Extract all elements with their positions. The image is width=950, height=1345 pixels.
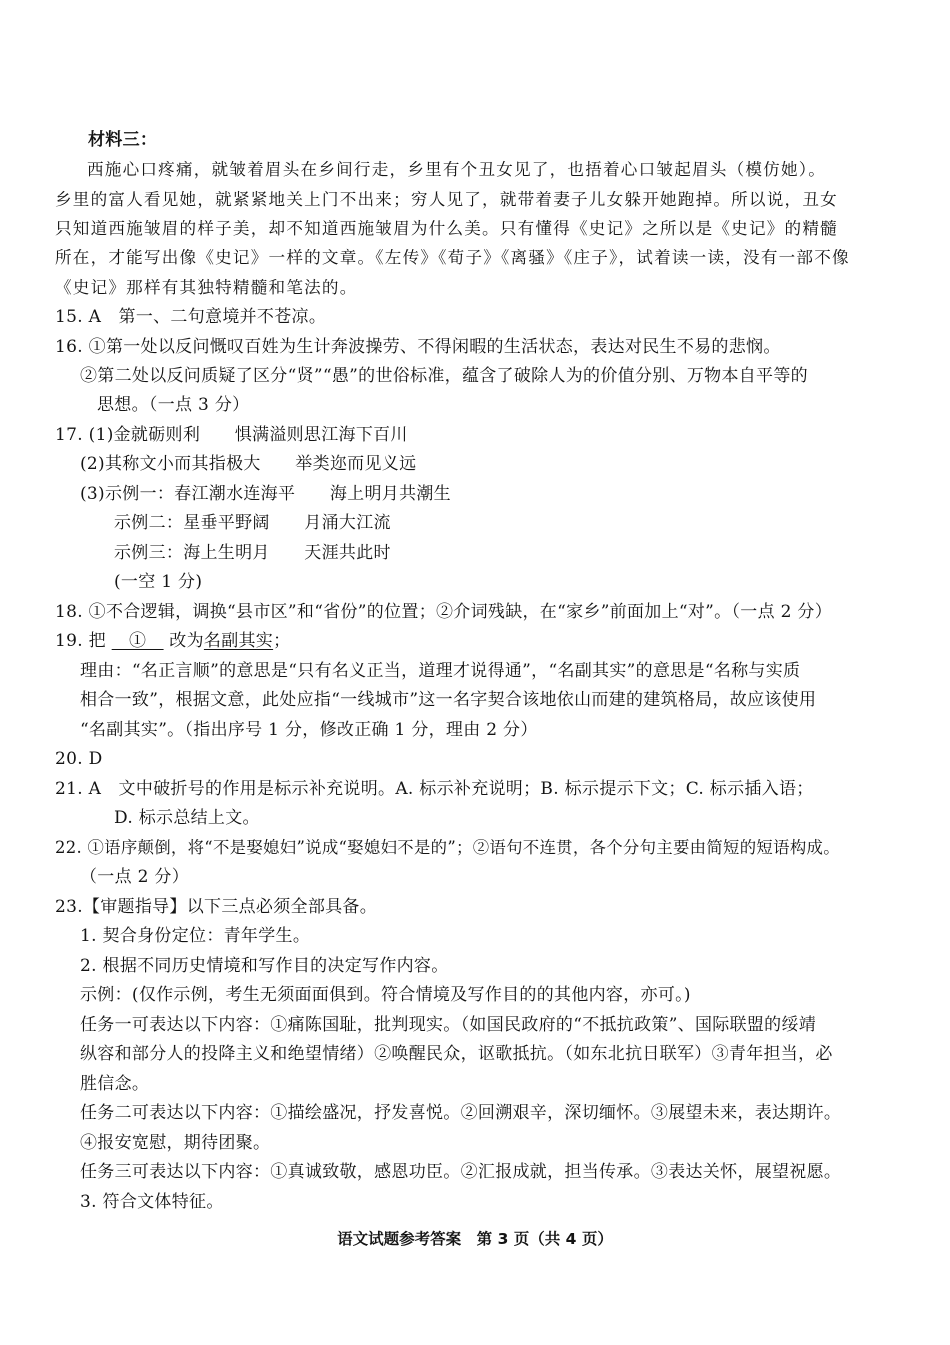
page-footer: 语文试题参考答案 第 3 页（共 4 页） [337, 1230, 613, 1248]
answer-23-line-5: 任务一可表达以下内容：①痛陈国耻，批判现实。（如国民政府的“不抵抗政策”、国际联盟的绥靖 [80, 1015, 817, 1035]
answer-17-line-2: (2)其称文小而其指极大 举类迩而见义远 [80, 454, 417, 474]
answer-17-line-3: (3)示例一：春江潮水连海平 海上明月共潮生 [80, 484, 451, 504]
answer-23-line-10: 任务三可表达以下内容：①真诚致敬，感恩功臣。②汇报成就，担当传承。③表达关怀，展望祝愿。 [80, 1162, 842, 1182]
material3-line-5: 《史记》那样有其独特精髓和笔法的。 [55, 278, 358, 297]
answer-23-line-1: 23.【审题指导】以下三点必须全部具备。 [55, 897, 378, 917]
answer-19-blank: ① [111, 631, 164, 651]
answer-23-line-9: ④报安宽慰，期待团聚。 [80, 1133, 271, 1153]
material3-line-2: 乡里的富人看见她，就紧紧地关上门不出来；穷人见了，就带着妻子儿女躲开她跑掉。所以说，丑女 [55, 190, 838, 209]
answer-18: 18. ①不合逻辑，调换“县市区”和“省份”的位置；②介词残缺，在“家乡”前面加上“对”。（一点 2 分） [55, 602, 832, 622]
answer-20: 20. D [55, 749, 103, 769]
answer-19-mid: 改为 [169, 631, 204, 651]
answer-22-line-1: 22. ①语序颠倒，将“不是娶媳妇”说成“娶媳妇不是的”；②语句不连贯，各个分句主要由简短的短语构成。 [55, 838, 840, 857]
answer-19-suffix: ； [273, 631, 291, 651]
answer-17-line-4: 示例二：星垂平野阔 月涌大江流 [114, 513, 391, 533]
material3-line-1: 西施心口疼痛，就皱着眉头在乡间行走，乡里有个丑女见了，也捂着心口皱起眉头（模仿她）。 [87, 160, 827, 179]
answer-17-line-6: (一空 1 分) [114, 572, 203, 592]
material3-line-4: 所在，才能写出像《史记》一样的文章。《左传》《荀子》《离骚》《庄子》，试着读一读，没有一部不像 [55, 248, 850, 267]
answer-15: 15. A 第一、二句意境并不苍凉。 [55, 307, 327, 327]
answer-16-line-1: 16. ①第一处以反问慨叹百姓为生计奔波操劳、不得闲暇的生活状态，表达对民生不易的悲悯。 [55, 337, 781, 357]
material3-line-3: 只知道西施皱眉的样子美，却不知道西施皱眉为什么美。只有懂得《史记》之所以是《史记》的精髓 [55, 219, 838, 238]
answer-19-reason-3: “名副其实”。（指出序号 1 分，修改正确 1 分，理由 2 分） [80, 720, 538, 740]
answer-23-line-7: 胜信念。 [80, 1074, 150, 1094]
answer-19-answer: 名副其实 [203, 631, 274, 651]
answer-17-line-5: 示例三：海上生明月 天涯共此时 [114, 543, 391, 563]
answer-22-line-2: （一点 2 分） [80, 867, 190, 887]
material3-heading: 材料三： [88, 130, 158, 150]
answer-23-line-3: 2. 根据不同历史情境和写作目的决定写作内容。 [80, 956, 449, 976]
answer-21-line-2: D. 标示总结上文。 [114, 808, 260, 828]
answer-23-line-4: 示例：(仅作示例，考生无须面面俱到。符合情境及写作目的的其他内容，亦可。) [80, 985, 691, 1005]
answer-19-prefix: 19. 把 [55, 631, 106, 651]
answer-23-line-6: 纵容和部分人的投降主义和绝望情绪）②唤醒民众，讴歌抵抗。（如东北抗日联军）③青年担当，必 [80, 1044, 833, 1064]
answer-19-line-1 [55, 629, 290, 653]
answer-19-reason-1: 理由：“名正言顺”的意思是“只有名义正当，道理才说得通”，“名副其实”的意思是“名称与实质 [80, 661, 801, 681]
answer-21-line-1: 21. A 文中破折号的作用是标示补充说明。A. 标示补充说明；B. 标示提示下文；C. 标示插入语； [55, 779, 814, 799]
answer-16-line-3: 思想。（一点 3 分） [97, 395, 250, 415]
answer-17-line-1: 17. (1)金就砺则利 惧满溢则思江海下百川 [55, 425, 408, 445]
answer-23-line-8: 任务二可表达以下内容：①描绘盛况，抒发喜悦。②回溯艰辛，深切缅怀。③展望未来，表达期许。 [80, 1103, 842, 1123]
answer-16-line-2: ②第二处以反问质疑了区分“贤”“愚”的世俗标准，蕴含了破除人为的价值分别、万物本自平等的 [80, 366, 808, 386]
answer-23-line-2: 1. 契合身份定位：青年学生。 [80, 926, 311, 946]
answer-19-reason-2: 相合一致”，根据文意，此处应指“一线城市”这一名字契合该地依山而建的建筑格局，故应该使用 [80, 690, 817, 710]
answer-23-line-11: 3. 符合文体特征。 [80, 1192, 224, 1212]
